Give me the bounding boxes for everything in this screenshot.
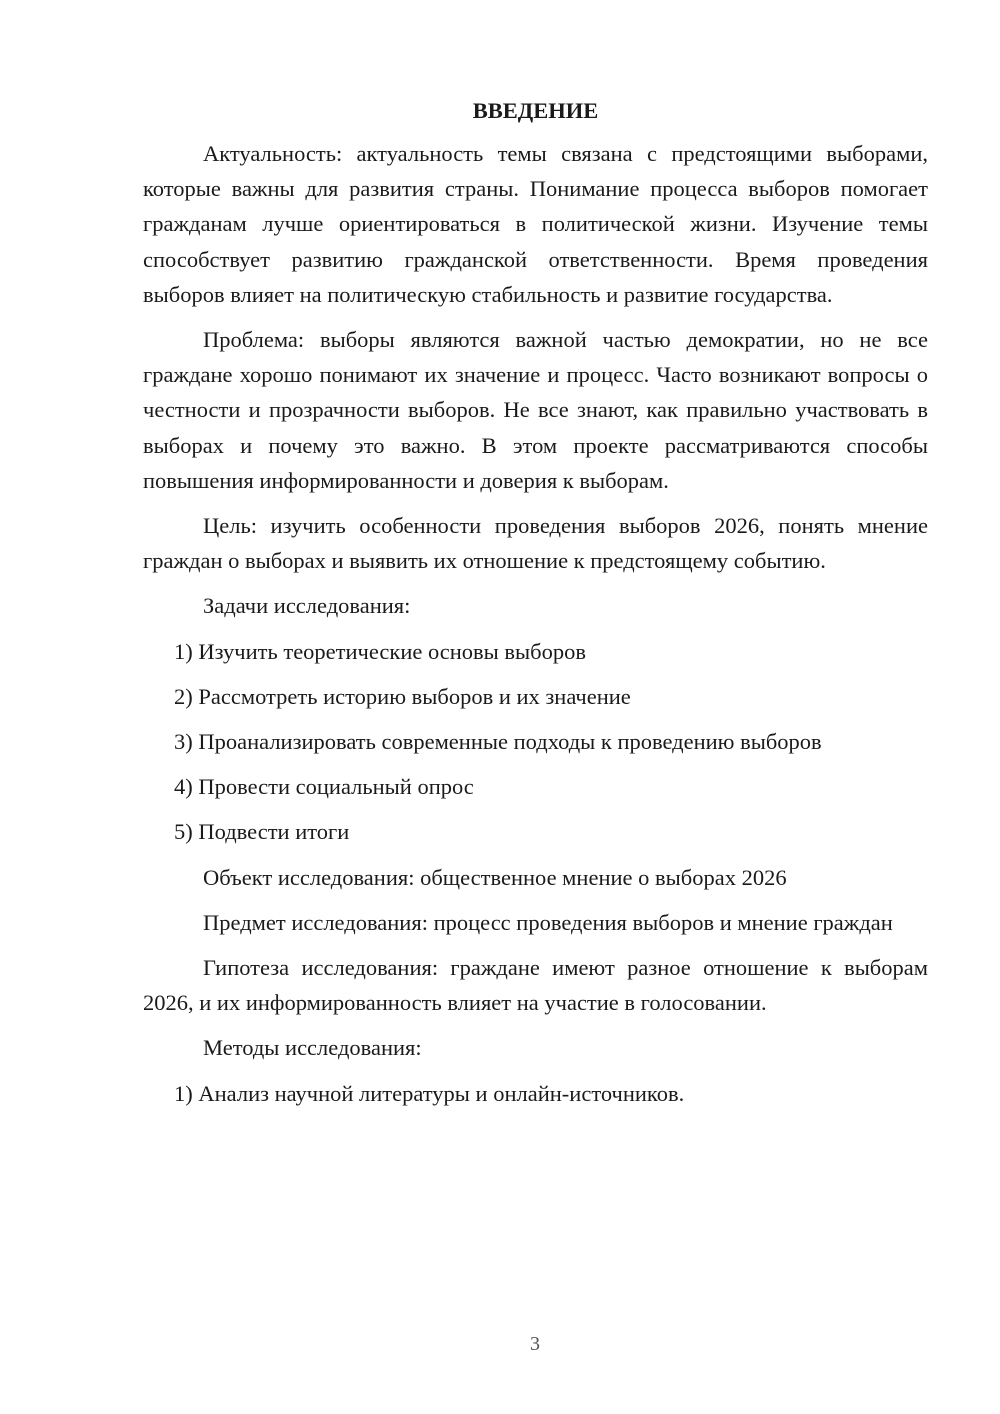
relevance-paragraph: Актуальность: актуальность темы связана с предстоящими выборами, которые важны для развития страны. Понимание процесса выборов помогает гражданам лучше ориентироваться в политической жизни. Изучение темы способствует развитию гражданской ответственности. Время проведения выборов влияет на политическую стабильность и развитие государства. xyxy=(143,141,928,307)
task-item-3: 3) Проанализировать современные подходы к проведению выборов xyxy=(174,729,822,755)
page-title: ВВЕДЕНИЕ xyxy=(472,98,599,123)
task-item-1: 1) Изучить теоретические основы выборов xyxy=(174,638,586,664)
hypothesis-paragraph: Гипотеза исследования: граждане имеют разное отношение к выборам 2026, и их информированность влияет на участие в голосовании. xyxy=(143,955,928,1016)
task-item-4: 4) Провести социальный опрос xyxy=(174,774,474,800)
task-item-5: 5) Подвести итоги xyxy=(174,819,350,845)
tasks-list xyxy=(143,634,928,850)
goal-paragraph: Цель: изучить особенности проведения выборов 2026, понять мнение граждан о выборах и выявить их отношение к предстоящему событию. xyxy=(143,513,928,574)
methods-list xyxy=(143,1076,928,1111)
page-content xyxy=(143,96,928,1121)
task-item-2: 2) Рассмотреть историю выборов и их значение xyxy=(174,683,631,709)
method-item-1: 1) Анализ научной литературы и онлайн-источников. xyxy=(174,1080,685,1106)
problem-paragraph: Проблема: выборы являются важной частью демократии, но не все граждане хорошо понимают их значение и процесс. Часто возникают вопросы о честности и прозрачности выборов. Не все знают, как правильно участвовать в выборах и почему это важно. В этом проекте рассматриваются способы повышения информированности и доверия к выборам. xyxy=(143,327,928,493)
page-number: 3 xyxy=(530,1333,540,1355)
methods-heading: Методы исследования: xyxy=(203,1035,422,1061)
tasks-heading: Задачи исследования: xyxy=(203,593,411,619)
object-paragraph: Объект исследования: общественное мнение о выборах 2026 xyxy=(203,864,787,890)
subject-paragraph: Предмет исследования: процесс проведения выборов и мнение граждан xyxy=(203,909,893,935)
